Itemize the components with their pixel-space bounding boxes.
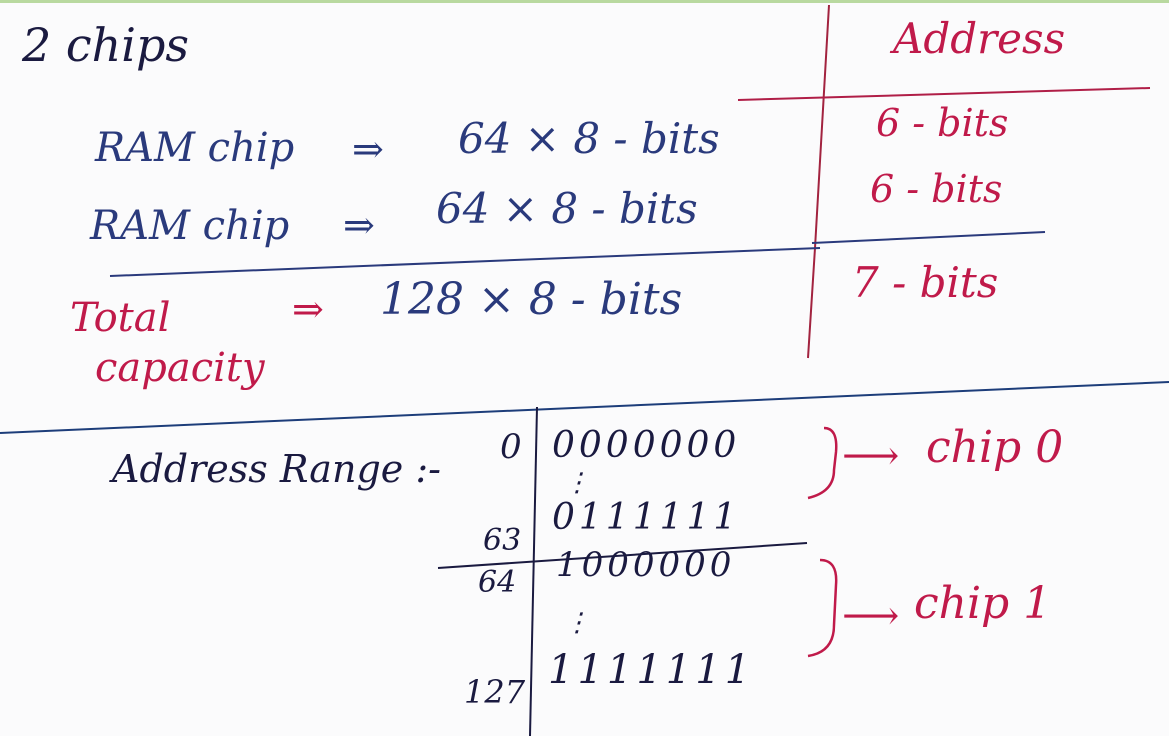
chip1-brace <box>808 560 836 656</box>
row1-arrow: ⇒ <box>352 127 384 171</box>
address-header-underline <box>738 88 1150 100</box>
total-arrow: ⇒ <box>292 287 324 331</box>
total-address: 7 - bits <box>852 258 999 307</box>
range-index-63: 63 <box>483 523 522 558</box>
range-index-64: 64 <box>478 565 517 600</box>
range-ellipsis-0: ⋮ <box>564 468 590 498</box>
row2-size: 64 × 8 - bits <box>436 184 698 233</box>
chip1-arrow: ⟶ <box>842 593 900 639</box>
chip0-label: chip 0 <box>926 422 1064 473</box>
chip0-arrow: ⟶ <box>842 433 900 479</box>
row1-label: RAM chip <box>95 125 295 171</box>
board-top-edge <box>0 0 1169 3</box>
total-sum-line <box>110 248 820 276</box>
chip1-label: chip 1 <box>914 578 1052 629</box>
row2-label: RAM chip <box>90 203 290 249</box>
range-bits-0: 0000000 <box>552 425 741 466</box>
address-header: Address <box>893 14 1066 63</box>
address-sum-line <box>812 232 1045 243</box>
row1-size: 64 × 8 - bits <box>458 114 720 163</box>
heading: 2 chips <box>22 18 190 72</box>
row1-address: 6 - bits <box>876 101 1009 145</box>
address-range-label: Address Range :- <box>112 447 441 491</box>
range-bits-63: 0111111 <box>552 497 741 538</box>
range-index-0: 0 <box>500 427 522 467</box>
total-label-line1: Total <box>70 295 171 341</box>
address-column-divider <box>808 5 829 358</box>
range-index-127: 127 <box>464 673 526 711</box>
chip0-brace <box>808 428 836 498</box>
row2-address: 6 - bits <box>870 167 1003 211</box>
range-ellipsis-1: ⋮ <box>564 608 590 638</box>
total-size: 128 × 8 - bits <box>380 274 683 325</box>
range-bits-127: 1111111 <box>548 647 755 693</box>
range-table-vline <box>530 407 537 736</box>
row2-arrow: ⇒ <box>343 203 375 247</box>
range-bits-64: 1000000 <box>556 545 736 585</box>
total-label-line2: capacity <box>95 345 265 391</box>
